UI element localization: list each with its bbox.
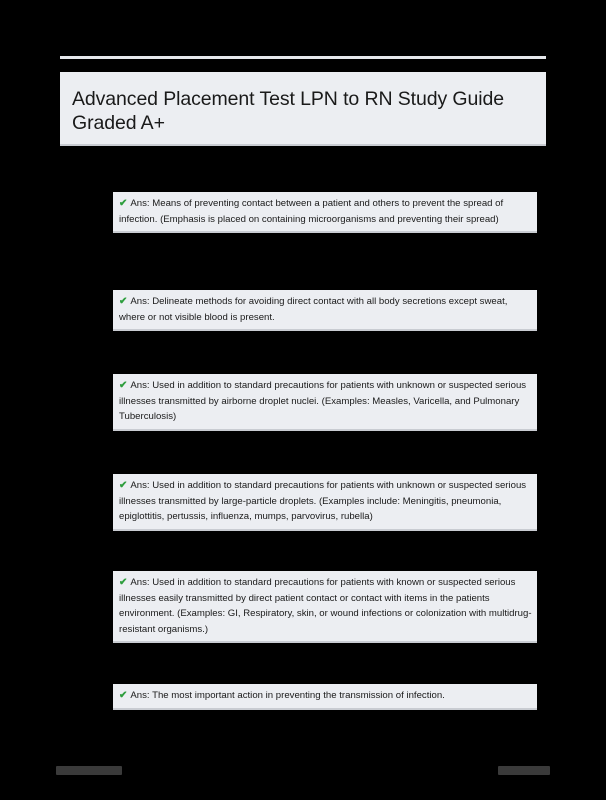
- answer-text: Ans: Used in addition to standard precautions for patients with unknown or suspected serious illnesses transmitted by large-particle droplets. (Examples include: Meningitis, pneumonia, epiglottitis, pertussis, influenza, mumps, parvovirus, rubella): [119, 480, 527, 522]
- check-icon: ✔: [119, 690, 128, 701]
- check-icon: ✔: [119, 380, 128, 391]
- answer-box-2: [113, 290, 537, 331]
- footer-page-number-redacted: [498, 766, 550, 775]
- answer-text: Ans: Means of preventing contact between a patient and others to prevent the spread of infection. (Emphasis is placed on containing microorganisms and preventing their spread): [119, 198, 504, 225]
- check-icon: ✔: [119, 198, 128, 209]
- page-title: Advanced Placement Test LPN to RN Study Guide Graded A+: [72, 88, 504, 134]
- footer-logo-redacted: [56, 766, 122, 775]
- answer-box-6: [113, 684, 537, 710]
- answer-box-4: [113, 474, 537, 531]
- answer-box-3: [113, 374, 537, 431]
- answer-text: Ans: Delineate methods for avoiding direct contact with all body secretions except sweat, where or not visible blood is present.: [119, 296, 508, 323]
- check-icon: ✔: [119, 577, 128, 588]
- answer-box-1: [113, 192, 537, 233]
- header-rule: [60, 56, 546, 59]
- answer-text: Ans: Used in addition to standard precautions for patients with unknown or suspected serious illnesses transmitted by airborne droplet nuclei. (Examples: Measles, Varicella, and Pulmonary Tuberculosis): [119, 380, 527, 422]
- check-icon: ✔: [119, 480, 128, 491]
- answer-text: Ans: The most important action in preventing the transmission of infection.: [130, 690, 445, 701]
- answer-text: Ans: Used in addition to standard precautions for patients with known or suspected serious illnesses easily transmitted by direct patient contact or contact with items in the patients environment. (Examples: GI, Respiratory, skin, or wound infections or colonization with multidrug-resistant organisms.): [119, 577, 532, 635]
- check-icon: ✔: [119, 296, 128, 307]
- title-box: [60, 72, 546, 146]
- answer-box-5: [113, 571, 537, 643]
